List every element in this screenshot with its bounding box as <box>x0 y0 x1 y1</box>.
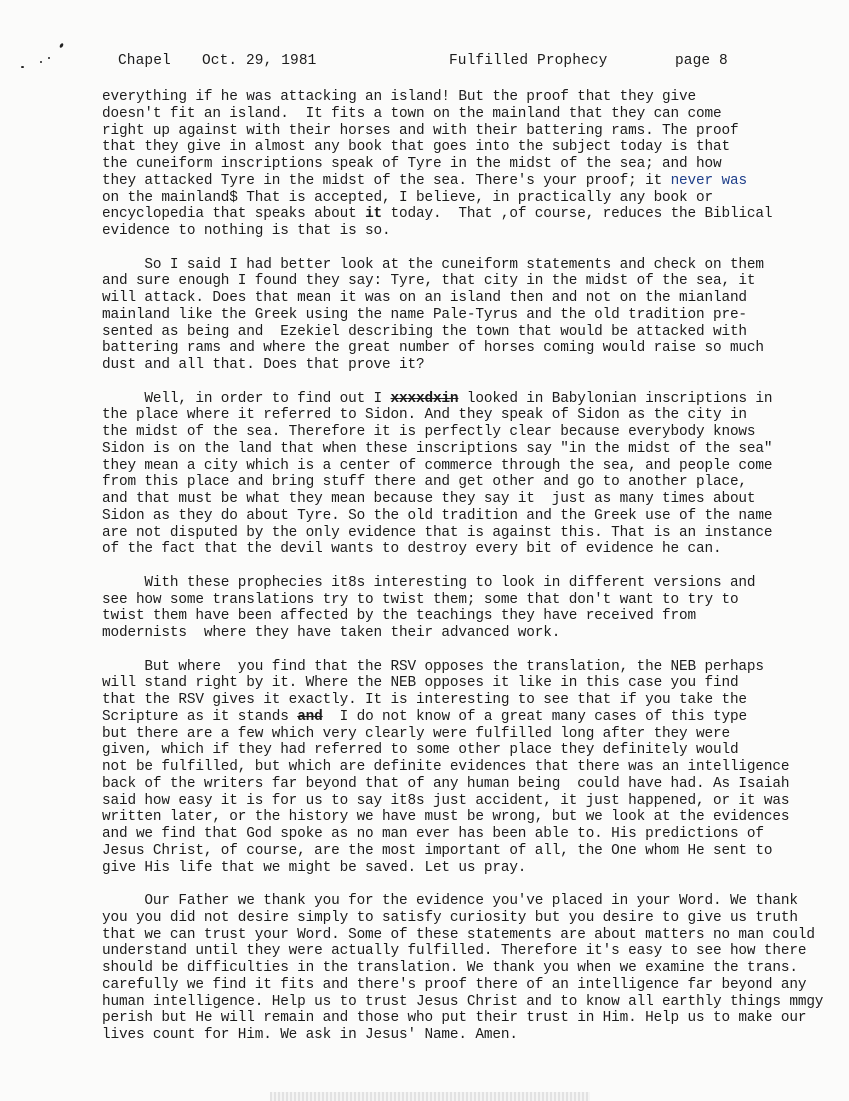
text-segment: see how some translations try to twist them; some that don't want to try to <box>102 591 739 608</box>
text-segment: said how easy it is for us to say it8s just accident, it just happened, or it was <box>102 792 790 809</box>
text-segment: will stand right by it. Where the NEB opposes it like in this case you find <box>102 675 739 692</box>
text-segment: and that must be what they mean because they say it just as many times about <box>102 491 756 507</box>
text-segment: evidence to nothing is that is so. <box>102 223 391 239</box>
text-line <box>102 1027 822 1044</box>
text-line <box>102 1010 822 1027</box>
text-line <box>102 307 822 324</box>
text-line <box>102 139 822 156</box>
ink-speck <box>59 43 64 49</box>
text-line <box>102 726 822 743</box>
header-location: Chapel <box>118 53 171 69</box>
text-segment: right up against with their horses and with their battering rams. The proof <box>102 122 739 139</box>
text-line <box>102 742 822 759</box>
text-segment: and we find that God spoke as no man ever has been able to. His predictions of <box>102 826 764 842</box>
text-segment: perish but He will remain and those who put their trust in Him. Help us to make our <box>102 1010 807 1027</box>
text-segment: dust and all that. Does that prove it? <box>102 357 425 373</box>
text-segment: Well, in order to find out I <box>102 390 391 407</box>
paragraph <box>102 575 822 642</box>
text-segment: never was <box>670 172 747 189</box>
text-segment: they attacked Tyre in the midst of the sea. There's your proof; it <box>102 172 671 189</box>
header-title: Fulfilled Prophecy <box>449 53 608 69</box>
text-segment: twist them have been affected by the teachings they have received from <box>102 608 697 625</box>
text-line <box>102 709 822 726</box>
text-line <box>102 474 822 491</box>
text-line <box>102 541 822 558</box>
text-line <box>102 89 822 106</box>
text-line <box>102 592 822 609</box>
paragraph <box>102 659 822 877</box>
header-page-number: page 8 <box>675 53 728 69</box>
text-line <box>102 123 822 140</box>
text-segment: With these prophecies it8s interesting to look in different versions and <box>102 574 756 591</box>
text-line <box>102 759 822 776</box>
text-line <box>102 625 822 642</box>
text-line <box>102 508 822 525</box>
paragraph <box>102 257 822 374</box>
text-segment: looked in Babylonian inscriptions in <box>458 390 773 407</box>
text-line <box>102 675 822 692</box>
text-line <box>102 407 822 424</box>
text-segment: encyclopedia that speaks about <box>102 206 366 223</box>
text-line <box>102 977 822 994</box>
text-segment: but there are a few which very clearly were fulfilled long after they were <box>102 725 730 742</box>
text-line <box>102 826 822 843</box>
text-segment: carefully we find it fits and there's proof there of an intelligence far beyond any <box>102 976 807 993</box>
text-segment: from this place and bring stuff there and get other and go to another place, <box>102 474 747 491</box>
text-line <box>102 910 822 927</box>
text-segment: So I said I had better look at the cuneiform statements and check on them <box>102 256 764 273</box>
text-line <box>102 106 822 123</box>
text-line <box>102 206 822 223</box>
text-line <box>102 692 822 709</box>
text-line <box>102 257 822 274</box>
text-line <box>102 927 822 944</box>
text-segment: given, which if they had referred to some other place they definitely would <box>102 742 739 759</box>
text-segment: understand until they were actually fulfilled. Therefore it's easy to see how there <box>102 943 807 960</box>
text-segment: Scripture as it stands <box>102 708 298 725</box>
text-line <box>102 659 822 676</box>
text-line <box>102 340 822 357</box>
text-line <box>102 776 822 793</box>
text-segment: But where you find that the RSV opposes the translation, the NEB perhaps <box>102 658 764 675</box>
text-line <box>102 324 822 341</box>
text-segment: and sure enough I found they say: Tyre, that city in the midst of the sea, it <box>102 273 756 290</box>
text-line <box>102 458 822 475</box>
text-line <box>102 290 822 307</box>
text-segment: and <box>297 708 323 725</box>
text-line <box>102 943 822 960</box>
text-segment: Sidon is on the land that when these inscriptions say "in the midst of the sea" <box>102 440 773 457</box>
text-segment: on the mainland$ That is accepted, I believe, in practically any book or <box>102 189 713 206</box>
text-segment: that they give in almost any book that goes into the subject today is that <box>102 139 730 156</box>
text-segment: will attack. Does that mean it was on an island then and not on the mianland <box>102 290 747 306</box>
scan-smudge <box>270 1092 590 1101</box>
document-body <box>102 89 822 1061</box>
text-segment: mainland like the Greek using the name Pale-Tyrus and the old tradition pre- <box>102 306 747 323</box>
text-segment: Our Father we thank you for the evidence you've placed in your Word. We thank <box>102 893 798 909</box>
text-line <box>102 809 822 826</box>
text-segment: not be fulfilled, but which are definite evidences that there was an intelligence <box>102 759 790 775</box>
text-line <box>102 441 822 458</box>
text-segment: doesn't fit an island. It fits a town on the mainland that they can come <box>102 105 722 122</box>
text-segment: Jesus Christ, of course, are the most important of all, the One whom He sent to <box>102 842 773 859</box>
text-segment: sented as being and Ezekiel describing the town that would be attacked with <box>102 323 747 340</box>
text-segment: Sidon as they do about Tyre. So the old tradition and the Greek use of the name <box>102 507 773 524</box>
text-line <box>102 357 822 374</box>
text-line <box>102 190 822 207</box>
text-segment: of the fact that the devil wants to destroy every bit of evidence he can. <box>102 541 722 558</box>
text-segment: written later, or the history we have must be wrong, but we look at the evidences <box>102 809 790 826</box>
text-line <box>102 893 822 910</box>
text-segment: the cuneiform inscriptions speak of Tyre in the midst of the sea; and how <box>102 156 722 172</box>
text-segment: modernists where they have taken their advanced work. <box>102 625 561 641</box>
text-segment: that the RSV gives it exactly. It is interesting to see that if you take the <box>102 692 747 708</box>
text-line <box>102 424 822 441</box>
text-segment: I do not know of a great many cases of this type <box>322 708 747 725</box>
text-line <box>102 608 822 625</box>
text-segment: the place where it referred to Sidon. And they speak of Sidon as the city in <box>102 407 747 424</box>
text-line <box>102 491 822 508</box>
text-segment: should be difficulties in the translation. We thank you when we examine the trans. <box>102 960 798 976</box>
text-segment: everything if he was attacking an island! But the proof that they give <box>102 89 697 105</box>
text-segment: you you did not desire simply to satisfy curiosity but you desire to give us truth <box>102 909 798 926</box>
text-segment: it <box>365 206 383 223</box>
text-segment: they mean a city which is a center of commerce through the sea, and people come <box>102 457 773 474</box>
text-segment: lives count for Him. We ask in Jesus' Name. Amen. <box>102 1027 518 1043</box>
text-segment: give His life that we might be saved. Let us pray. <box>102 859 527 876</box>
text-segment: xxxxdxin <box>390 390 459 407</box>
paragraph <box>102 391 822 559</box>
paragraph <box>102 89 822 240</box>
paragraph <box>102 893 822 1044</box>
text-line <box>102 793 822 810</box>
text-segment: human intelligence. Help us to trust Jesus Christ and to know all earthly things mmgy <box>102 993 824 1010</box>
text-line <box>102 994 822 1011</box>
text-segment: are not disputed by the only evidence that is against this. That is an instance <box>102 524 773 541</box>
header-date: Oct. 29, 1981 <box>202 53 317 69</box>
text-line <box>102 156 822 173</box>
text-segment: battering rams and where the great number of horses coming would raise so much <box>102 340 764 357</box>
text-segment: that we can trust your Word. Some of these statements are about matters no man could <box>102 926 815 943</box>
text-line <box>102 391 822 408</box>
text-line <box>102 960 822 977</box>
text-line <box>102 860 822 877</box>
text-segment: the midst of the sea. Therefore it is perfectly clear because everybody knows <box>102 424 756 440</box>
page-header <box>0 53 849 73</box>
text-line <box>102 843 822 860</box>
text-line <box>102 223 822 240</box>
text-line <box>102 575 822 592</box>
text-line <box>102 273 822 290</box>
text-line <box>102 173 822 190</box>
text-line <box>102 525 822 542</box>
text-segment: today. That ,of course, reduces the Biblical <box>382 206 773 223</box>
text-segment: back of the writers far beyond that of any human being could have had. As Isaiah <box>102 775 790 792</box>
